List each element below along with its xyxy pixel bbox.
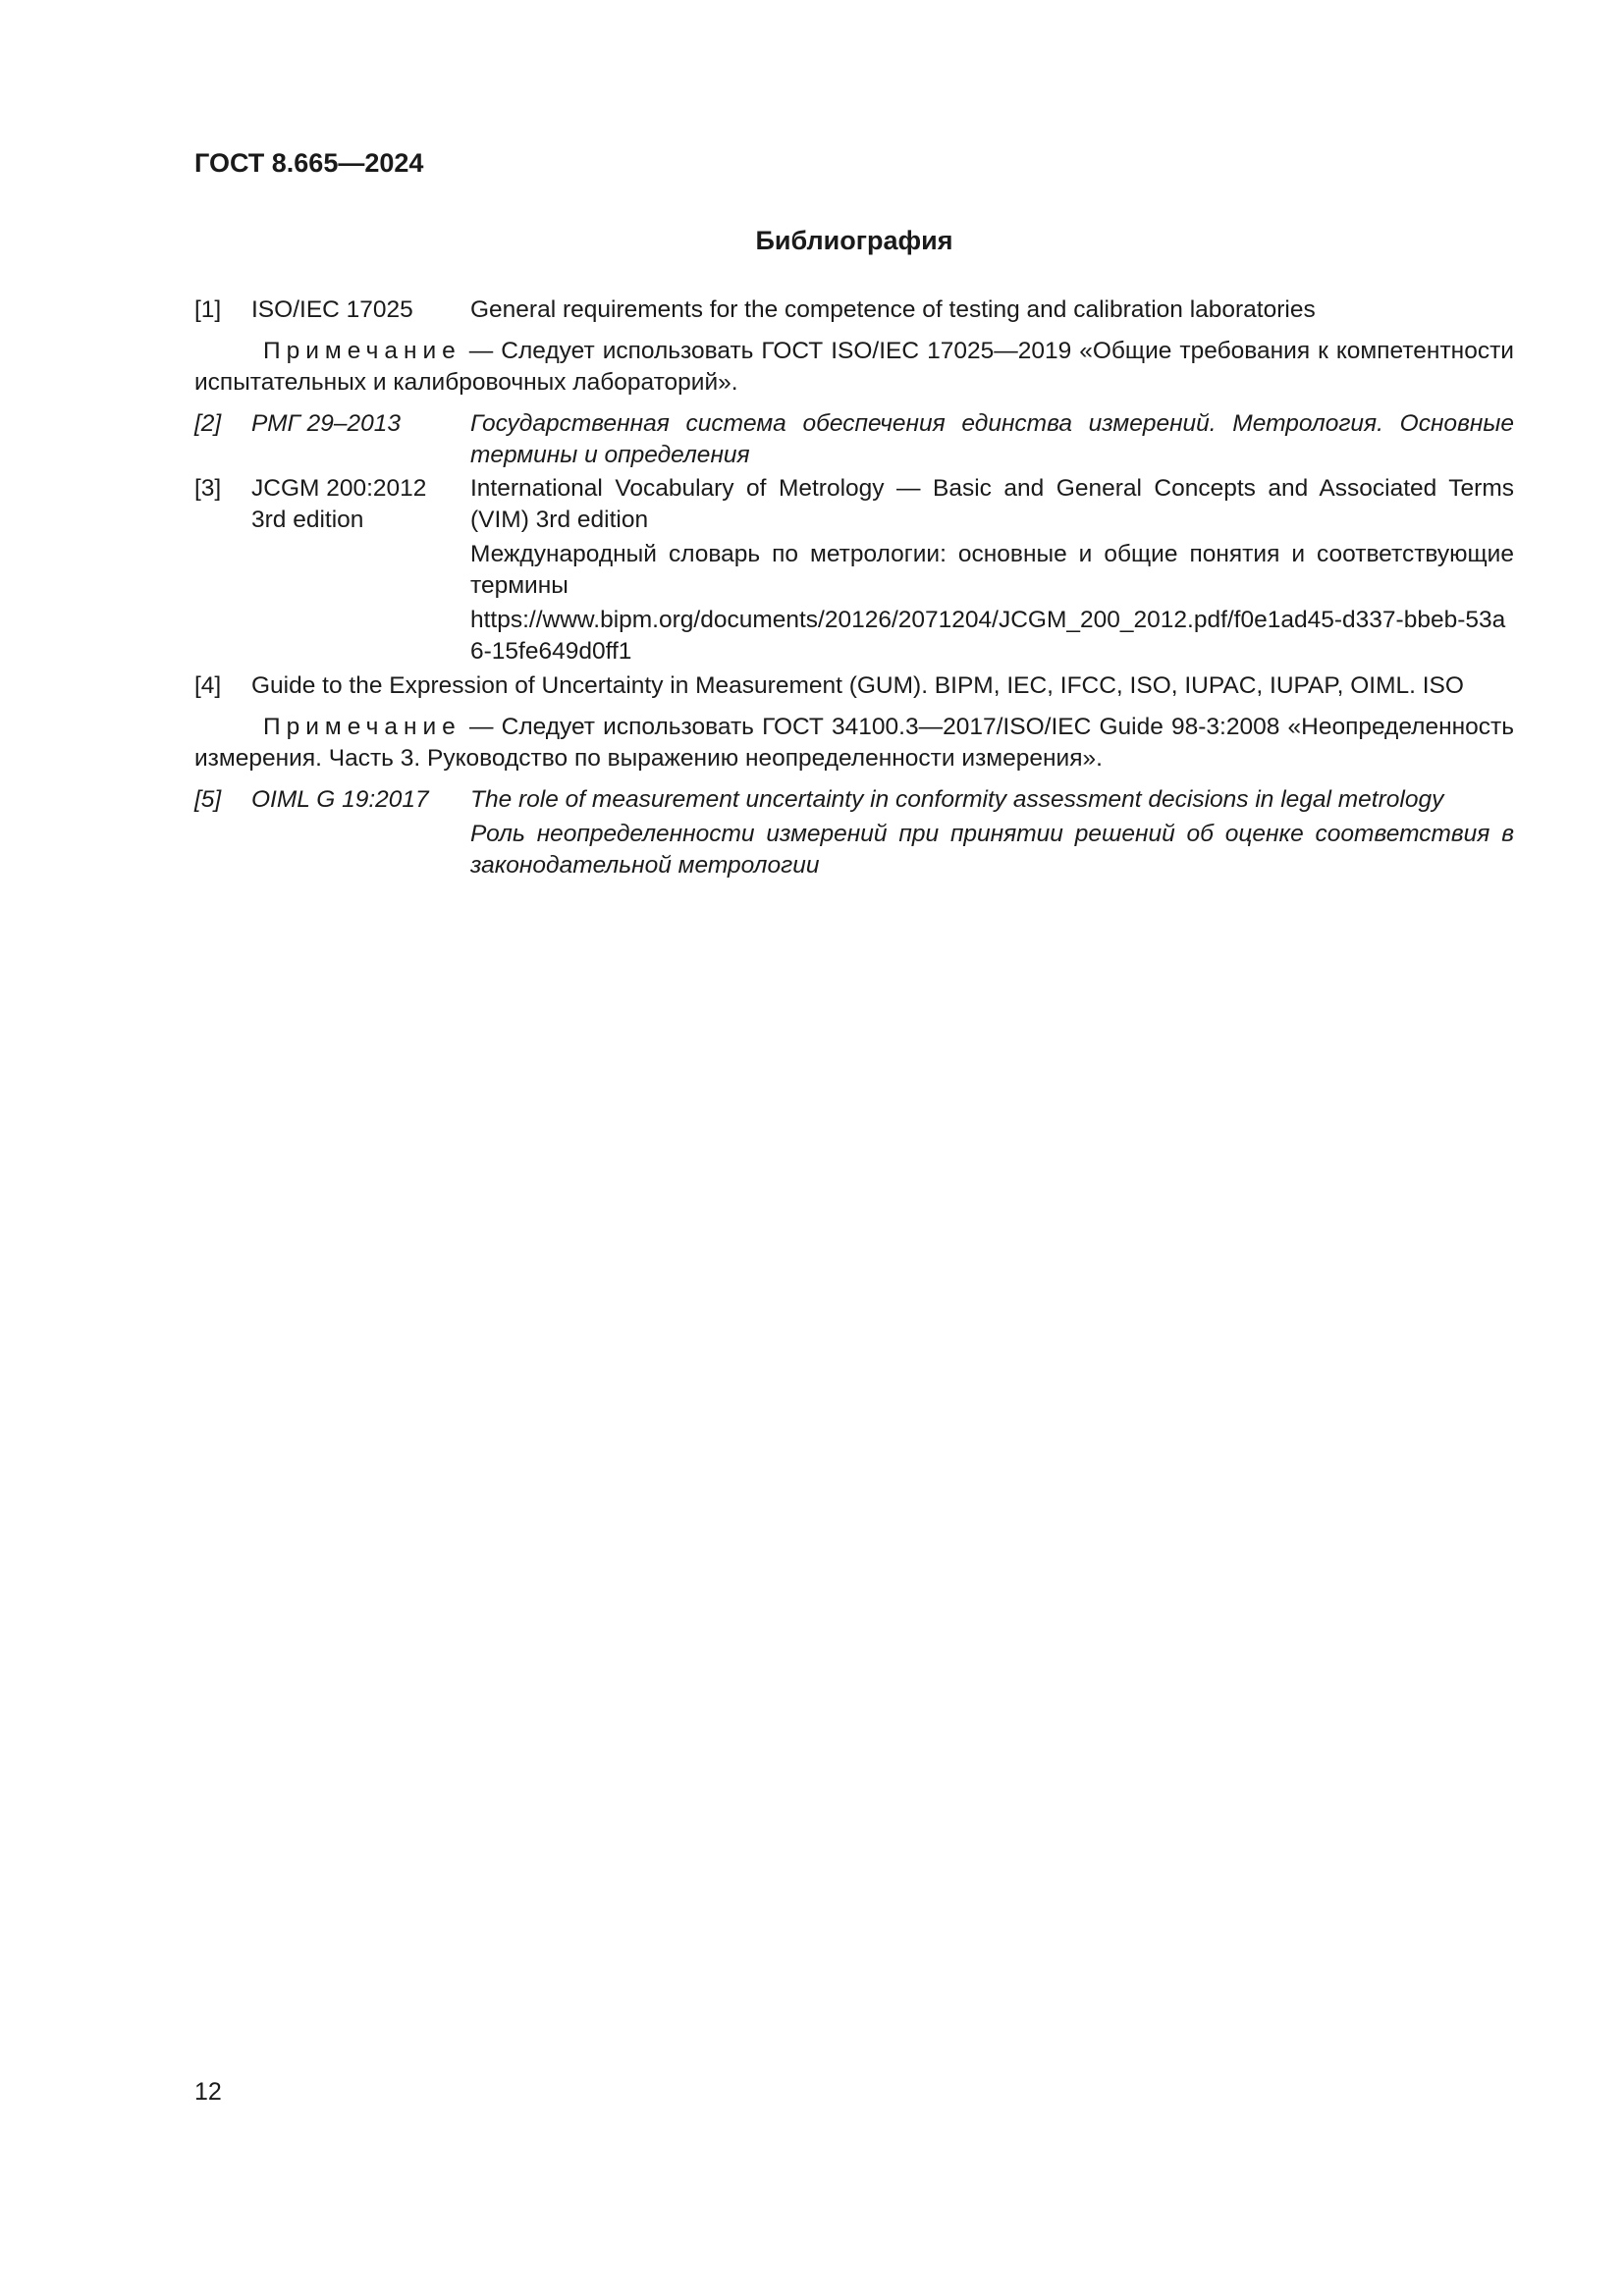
entry-text-ru: Роль неопределенности измерений при принятии решений об оценке соответствия в законодательной метрологии	[470, 821, 1514, 879]
entry-description	[470, 473, 1514, 667]
page-title: Библиография	[755, 226, 953, 255]
note-text: — Следует использовать ГОСТ ISO/IEC 17025—2019 «Общие требования к компетентности испытательных и калибровочных лабораторий».	[194, 338, 1514, 396]
entry-text: Государственная система обеспечения единства измерений. Метрология. Основные термины и определения	[470, 410, 1514, 468]
note-label: Примечание	[263, 338, 461, 364]
bib-entry-3	[194, 473, 1514, 667]
bib-entry-2	[194, 408, 1514, 471]
entry-description	[470, 294, 1514, 326]
entry-code: ISO/IEC 17025	[251, 296, 413, 323]
entry-number: [5]	[194, 786, 222, 813]
note-1	[194, 336, 1514, 399]
page-number: 12	[194, 2078, 222, 2106]
entry-number: [1]	[194, 296, 222, 323]
bibliography	[194, 294, 1514, 881]
document-id: ГОСТ 8.665—2024	[194, 148, 424, 178]
bib-entry-1	[194, 294, 1514, 326]
entry-text: Guide to the Expression of Uncertainty in Measurement (GUM). BIPM, IEC, IFCC, ISO, IUPAC, IUPAP, OIML. ISO	[251, 672, 1464, 699]
entry-text: General requirements for the competence of testing and calibration laboratories	[470, 296, 1316, 323]
entry-text-ru: Международный словарь по метрологии: основные и общие понятия и соответствующие термины	[470, 541, 1514, 599]
note-text: — Следует использовать ГОСТ 34100.3—2017/ISO/IEC Guide 98-3:2008 «Неопределенность измерения. Часть 3. Руководство по выражению неопределенности измерения».	[194, 714, 1514, 772]
entry-code	[251, 473, 470, 667]
entry-number: [3]	[194, 475, 222, 502]
entry-description	[251, 670, 1514, 702]
entry-number: [4]	[194, 672, 222, 699]
note-2	[194, 712, 1514, 774]
entry-text: The role of measurement uncertainty in conformity assessment decisions in legal metrology	[470, 786, 1444, 813]
bib-entry-4	[194, 670, 1514, 702]
note-label: Примечание	[263, 714, 461, 740]
entry-description	[470, 784, 1514, 881]
entry-code-edition: 3rd edition	[251, 507, 364, 533]
bib-entry-5	[194, 784, 1514, 881]
entry-url: https://www.bipm.org/documents/20126/2071204/JCGM_200_2012.pdf/f0e1ad45-d337-bbeb-53a6-15fe649d0ff1	[470, 607, 1506, 665]
entry-code: OIML G 19:2017	[251, 786, 429, 813]
entry-code-line: JCGM 200:2012	[251, 475, 427, 502]
entry-text: International Vocabulary of Metrology — Basic and General Concepts and Associated Terms (VIM) 3rd edition	[470, 475, 1514, 533]
entry-description	[470, 408, 1514, 471]
entry-number: [2]	[194, 410, 222, 437]
entry-code: РМГ 29–2013	[251, 410, 401, 437]
